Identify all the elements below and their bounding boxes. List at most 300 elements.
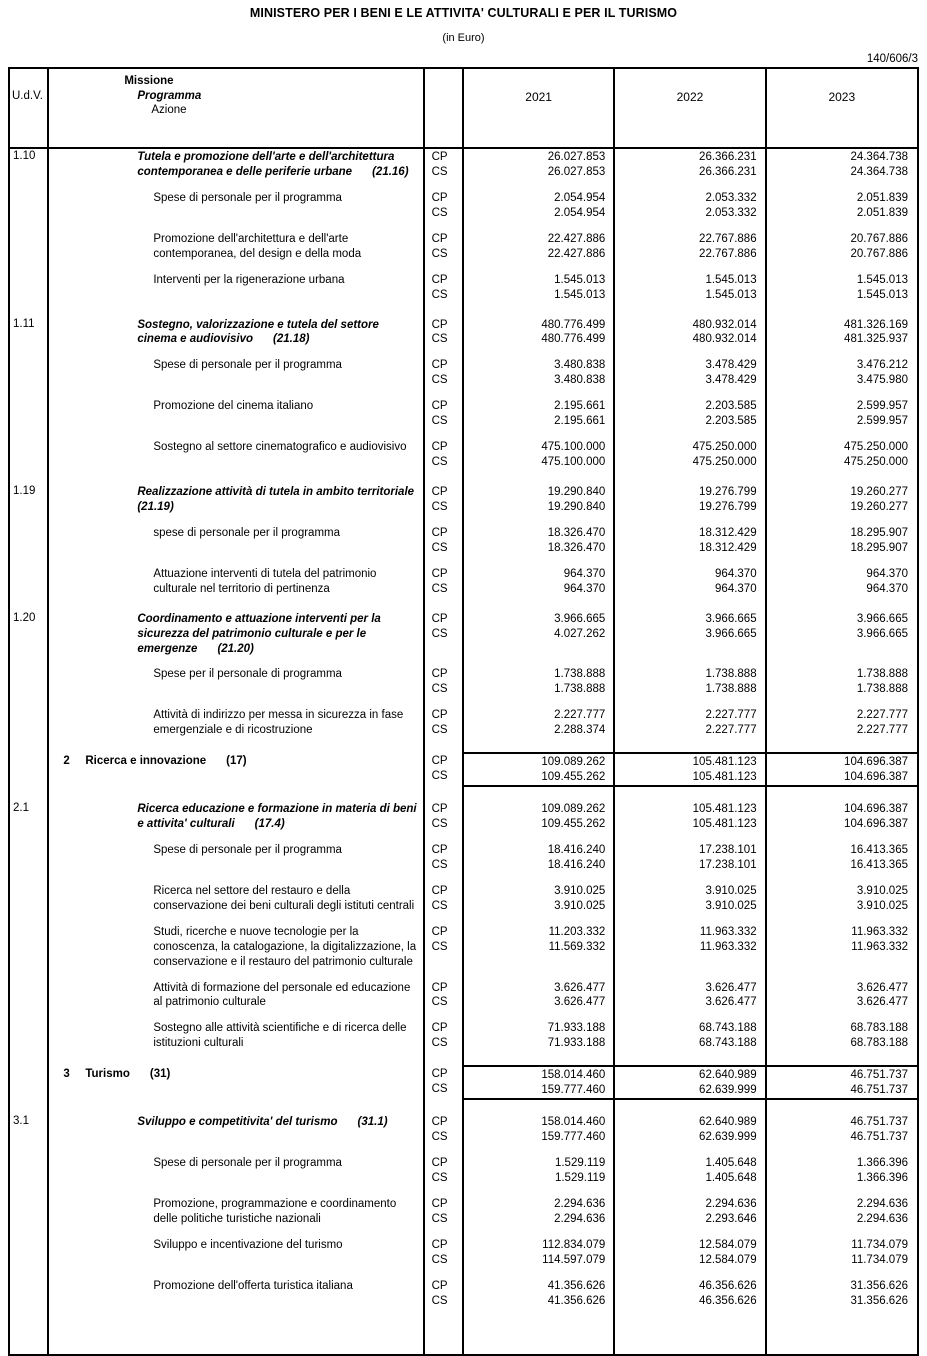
value-cp: 3.966.665 xyxy=(705,612,757,625)
value-cs: 19.276.799 xyxy=(699,500,757,513)
value-cell-2021 xyxy=(463,148,614,180)
spacer-cell xyxy=(48,832,423,842)
program-code: (17) xyxy=(226,755,247,768)
value-cell-2022 xyxy=(614,1237,765,1268)
table-row xyxy=(10,317,917,348)
program-code: (21.16) xyxy=(372,165,409,178)
type-label-cp: CP xyxy=(431,709,448,722)
row-label-cell xyxy=(48,484,423,515)
table-row xyxy=(10,190,917,221)
type-labels xyxy=(424,1114,463,1145)
type-label-cp: CP xyxy=(431,273,448,286)
type-label-cs: CS xyxy=(431,415,448,428)
value-cs: 1.738.888 xyxy=(856,683,908,696)
value-cs: 31.356.626 xyxy=(850,1294,908,1307)
spacer-cell xyxy=(424,738,463,753)
row-spacer xyxy=(10,832,917,842)
spacer-cell xyxy=(463,597,614,611)
value-cs: 1.545.013 xyxy=(554,288,606,301)
row-spacer xyxy=(10,1010,917,1020)
value-cs: 2.599.957 xyxy=(856,415,908,428)
value-cp: 1.405.648 xyxy=(705,1157,757,1169)
row-spacer xyxy=(10,556,917,566)
row-label-cell xyxy=(48,148,423,180)
udv-code xyxy=(10,1196,48,1227)
spacer-cell xyxy=(614,597,765,611)
value-cp: 1.545.013 xyxy=(705,273,757,286)
row-label: Promozione, programmazione e coordinamento delle politiche turistiche nazionali xyxy=(153,1197,397,1225)
value-cp: 3.910.025 xyxy=(554,884,606,897)
type-labels xyxy=(424,801,463,832)
spacer-cell xyxy=(48,1145,423,1155)
value-cs: 11.963.332 xyxy=(851,940,908,953)
spacer-cell xyxy=(614,470,765,484)
value-cs: 26.027.853 xyxy=(547,165,606,178)
spacer-cell xyxy=(48,873,423,883)
type-label-cp: CP xyxy=(431,526,448,539)
type-label-cs: CS xyxy=(431,1171,448,1184)
table-row xyxy=(10,1066,917,1099)
type-label-cs: CS xyxy=(431,899,448,912)
header-missione-label: Missione xyxy=(124,75,174,87)
row-label: Spese di personale per il programma xyxy=(153,843,342,856)
value-cs: 114.597.079 xyxy=(542,1253,606,1266)
value-cp: 964.370 xyxy=(715,567,757,580)
value-cell-2021 xyxy=(463,611,614,657)
value-cell-2022 xyxy=(614,980,765,1011)
value-cp: 16.413.365 xyxy=(850,843,908,856)
spacer-cell xyxy=(48,1186,423,1196)
spacer-cell xyxy=(463,221,614,231)
value-cell-2023 xyxy=(766,1020,917,1051)
value-cs: 3.910.025 xyxy=(554,899,606,912)
spacer-cell xyxy=(424,556,463,566)
row-spacer xyxy=(10,515,917,525)
type-label-cp: CP xyxy=(431,612,448,625)
row-spacer xyxy=(10,429,917,439)
value-cell-2022 xyxy=(614,1066,765,1099)
value-cell-2021 xyxy=(463,231,614,262)
value-cp: 481.326.169 xyxy=(844,318,908,331)
udv-code xyxy=(10,566,48,597)
spacer-cell xyxy=(766,470,917,484)
spacer-cell xyxy=(766,832,917,842)
type-labels xyxy=(424,148,463,180)
program-code: (31.1) xyxy=(357,1116,388,1129)
value-cell-2021 xyxy=(463,883,614,914)
spacer-cell xyxy=(766,1099,917,1114)
value-cell-2023 xyxy=(766,398,917,429)
type-label-cs: CS xyxy=(431,288,448,301)
udv-code: 2.1 xyxy=(10,801,48,832)
spacer-cell xyxy=(766,656,917,666)
spacer-cell xyxy=(614,303,765,317)
spacer-cell xyxy=(424,832,463,842)
row-spacer xyxy=(10,914,917,924)
spacer-cell xyxy=(463,262,614,272)
value-cp: 3.478.429 xyxy=(705,359,757,372)
value-cp: 2.294.636 xyxy=(554,1197,606,1210)
value-cell-2023 xyxy=(766,439,917,470)
row-spacer xyxy=(10,597,917,611)
value-cs: 12.584.079 xyxy=(699,1253,757,1266)
spacer-cell xyxy=(10,556,48,566)
udv-code xyxy=(10,1278,48,1309)
value-cp: 68.743.188 xyxy=(699,1022,757,1035)
spacer-cell xyxy=(48,1268,423,1278)
spacer-cell xyxy=(48,597,423,611)
value-cp: 17.238.101 xyxy=(699,843,757,856)
column-header-year-2021: 2021 xyxy=(463,69,614,148)
value-cell-2023 xyxy=(766,611,917,657)
row-spacer xyxy=(10,738,917,753)
table-row xyxy=(10,707,917,738)
value-cp: 475.250.000 xyxy=(844,441,908,454)
program-code: (21.20) xyxy=(217,642,254,655)
type-labels xyxy=(424,1155,463,1186)
value-cp: 19.290.840 xyxy=(547,486,606,498)
spacer-cell xyxy=(463,656,614,666)
spacer-cell xyxy=(424,873,463,883)
value-cp: 26.366.231 xyxy=(699,151,757,163)
value-cp: 18.295.907 xyxy=(850,526,908,539)
value-cs: 18.326.470 xyxy=(547,541,606,554)
value-cs: 3.626.477 xyxy=(705,996,757,1009)
value-cell-2022 xyxy=(614,707,765,738)
value-cp: 1.545.013 xyxy=(554,273,606,286)
spacer-cell xyxy=(10,597,48,611)
value-cell-2022 xyxy=(614,148,765,180)
value-cs: 3.910.025 xyxy=(705,899,757,912)
type-label-cp: CP xyxy=(431,1068,448,1081)
udv-code xyxy=(10,190,48,221)
spacer-cell xyxy=(463,1186,614,1196)
value-cell-2023 xyxy=(766,1066,917,1099)
type-labels xyxy=(424,611,463,657)
value-cp: 3.910.025 xyxy=(856,884,908,897)
value-cell-2021 xyxy=(463,924,614,970)
udv-code: 1.10 xyxy=(10,148,48,180)
value-cp: 3.910.025 xyxy=(705,884,757,897)
value-cs: 3.966.665 xyxy=(856,627,908,640)
row-spacer xyxy=(10,1227,917,1237)
type-label-cp: CP xyxy=(431,151,448,163)
header-programma-label: Programma xyxy=(137,89,202,102)
value-cs: 1.545.013 xyxy=(705,288,757,301)
type-label-cs: CS xyxy=(431,724,448,737)
type-label-cs: CS xyxy=(431,818,448,830)
value-cell-2023 xyxy=(766,1196,917,1227)
value-cell-2023 xyxy=(766,666,917,697)
value-cs: 22.767.886 xyxy=(699,247,757,260)
spacer-cell xyxy=(614,429,765,439)
value-cp: 11.963.332 xyxy=(699,925,757,938)
table-row xyxy=(10,439,917,470)
spacer-cell xyxy=(424,429,463,439)
tail-cell xyxy=(424,1309,463,1354)
value-cell-2022 xyxy=(614,272,765,303)
spacer-cell xyxy=(614,1227,765,1237)
spacer-cell xyxy=(766,262,917,272)
spacer-cell xyxy=(614,1186,765,1196)
value-cs: 11.734.079 xyxy=(851,1253,908,1266)
row-label: Coordinamento e attuazione interventi per la sicurezza del patrimonio culturale e per le emergenze (21.20) xyxy=(137,612,381,655)
spacer-cell xyxy=(48,786,423,801)
value-cs: 68.743.188 xyxy=(699,1037,757,1050)
table-row xyxy=(10,883,917,914)
spacer-cell xyxy=(766,786,917,801)
value-cs: 46.751.737 xyxy=(850,1084,908,1097)
value-cs: 475.250.000 xyxy=(844,456,908,469)
value-cell-2023 xyxy=(766,1278,917,1309)
value-cp: 46.751.737 xyxy=(850,1116,908,1129)
spacer-cell xyxy=(463,556,614,566)
spacer-cell xyxy=(766,873,917,883)
type-label-cs: CS xyxy=(431,541,448,554)
value-cell-2022 xyxy=(614,842,765,873)
spacer-cell xyxy=(614,556,765,566)
row-spacer xyxy=(10,1145,917,1155)
value-cs: 18.295.907 xyxy=(850,541,908,554)
value-cs: 68.783.188 xyxy=(850,1037,908,1050)
spacer-cell xyxy=(614,697,765,707)
type-label-cp: CP xyxy=(431,318,448,331)
spacer-cell xyxy=(614,914,765,924)
row-label-cell xyxy=(48,1066,423,1099)
tail-cell xyxy=(10,1309,48,1354)
type-label-cp: CP xyxy=(431,1022,448,1035)
value-cell-2022 xyxy=(614,883,765,914)
value-cell-2022 xyxy=(614,317,765,348)
value-cs: 2.053.332 xyxy=(705,206,757,219)
value-cell-2023 xyxy=(766,1114,917,1145)
page-title: MINISTERO PER I BENI E LE ATTIVITA' CULTURALI E PER IL TURISMO xyxy=(249,6,678,20)
row-label-cell xyxy=(48,842,423,873)
value-cp: 46.356.626 xyxy=(699,1279,757,1292)
spacer-cell xyxy=(424,1268,463,1278)
type-label-cs: CS xyxy=(431,1212,448,1225)
udv-code xyxy=(10,883,48,914)
tail-cell xyxy=(614,1309,765,1354)
spacer-cell xyxy=(614,786,765,801)
value-cp: 158.014.460 xyxy=(541,1116,606,1129)
tail-cell xyxy=(463,1309,614,1354)
value-cs: 159.777.460 xyxy=(541,1131,606,1144)
spacer-cell xyxy=(614,388,765,398)
value-cs: 22.427.886 xyxy=(547,247,606,260)
value-cell-2022 xyxy=(614,190,765,221)
spacer-cell xyxy=(463,970,614,980)
row-spacer xyxy=(10,221,917,231)
value-cs: 104.696.387 xyxy=(844,771,908,784)
column-header-udv: U.d.V. xyxy=(10,69,48,148)
column-header-year-2022: 2022 xyxy=(614,69,765,148)
spacer-cell xyxy=(48,738,423,753)
spacer-cell xyxy=(463,470,614,484)
spacer-cell xyxy=(424,1227,463,1237)
spacer-cell xyxy=(614,347,765,357)
value-cell-2021 xyxy=(463,1278,614,1309)
row-spacer xyxy=(10,786,917,801)
spacer-cell xyxy=(766,515,917,525)
value-cp: 71.933.188 xyxy=(547,1022,606,1035)
table-row xyxy=(10,924,917,970)
spacer-cell xyxy=(10,470,48,484)
table-row xyxy=(10,484,917,515)
table-row xyxy=(10,566,917,597)
value-cell-2022 xyxy=(614,924,765,970)
spacer-cell xyxy=(766,180,917,190)
row-label: Spese di personale per il programma xyxy=(153,359,342,372)
value-cp: 12.584.079 xyxy=(699,1238,757,1251)
value-cs: 17.238.101 xyxy=(699,858,757,871)
spacer-cell xyxy=(614,1010,765,1020)
spacer-cell xyxy=(424,221,463,231)
value-cell-2021 xyxy=(463,525,614,556)
type-label-cp: CP xyxy=(431,486,448,498)
spacer-cell xyxy=(48,556,423,566)
spacer-cell xyxy=(766,697,917,707)
value-cell-2022 xyxy=(614,439,765,470)
row-spacer xyxy=(10,262,917,272)
type-label-cs: CS xyxy=(431,996,448,1009)
value-cell-2021 xyxy=(463,666,614,697)
row-spacer xyxy=(10,1186,917,1196)
row-spacer xyxy=(10,1051,917,1066)
spacer-cell xyxy=(463,1268,614,1278)
value-cp: 1.738.888 xyxy=(705,668,757,681)
table-row xyxy=(10,980,917,1011)
spacer-cell xyxy=(424,1051,463,1066)
spacer-cell xyxy=(48,697,423,707)
value-cs: 2.294.636 xyxy=(856,1212,908,1225)
type-labels xyxy=(424,980,463,1011)
value-cp: 109.089.262 xyxy=(541,803,606,816)
udv-code xyxy=(10,1237,48,1268)
spacer-cell xyxy=(766,970,917,980)
row-spacer xyxy=(10,970,917,980)
value-cs: 481.325.937 xyxy=(844,333,908,346)
udv-code xyxy=(10,398,48,429)
value-cell-2021 xyxy=(463,190,614,221)
type-labels xyxy=(424,1196,463,1227)
type-labels xyxy=(424,707,463,738)
spacer-cell xyxy=(424,970,463,980)
value-cell-2022 xyxy=(614,1196,765,1227)
row-label: Sostegno alle attività scientifiche e di ricerca delle istituzioni culturali xyxy=(153,1022,407,1050)
row-label: Attuazione interventi di tutela del patrimonio culturale nel territorio di pertinenza xyxy=(153,567,377,595)
value-cell-2022 xyxy=(614,801,765,832)
row-label: Attività di formazione del personale ed educazione al patrimonio culturale xyxy=(153,981,411,1009)
value-cp: 3.476.212 xyxy=(856,359,908,372)
table-row xyxy=(10,272,917,303)
type-labels xyxy=(424,317,463,348)
spacer-cell xyxy=(614,873,765,883)
value-cell-2023 xyxy=(766,231,917,262)
value-cp: 109.089.262 xyxy=(541,756,606,769)
spacer-cell xyxy=(10,221,48,231)
table-row xyxy=(10,1237,917,1268)
spacer-cell xyxy=(48,1099,423,1114)
value-cell-2023 xyxy=(766,924,917,970)
spacer-cell xyxy=(766,1145,917,1155)
column-header-description xyxy=(48,69,423,148)
spacer-cell xyxy=(48,303,423,317)
spacer-cell xyxy=(424,697,463,707)
row-label: Ricerca educazione e formazione in materia di beni e attivita' culturali (17.4) xyxy=(137,803,417,830)
spacer-cell xyxy=(10,1099,48,1114)
row-label-cell xyxy=(48,190,423,221)
spacer-cell xyxy=(48,180,423,190)
spacer-cell xyxy=(463,388,614,398)
spacer-cell xyxy=(10,429,48,439)
type-labels xyxy=(424,357,463,388)
spacer-cell xyxy=(10,1186,48,1196)
value-cell-2021 xyxy=(463,439,614,470)
value-cp: 1.738.888 xyxy=(554,668,606,681)
row-label-cell xyxy=(48,398,423,429)
row-label-cell xyxy=(48,980,423,1011)
value-cs: 3.626.477 xyxy=(856,996,908,1009)
row-label: Tutela e promozione dell'arte e dell'architettura contemporanea e delle periferie urbane (21.16) xyxy=(137,151,409,178)
type-label-cs: CS xyxy=(431,1083,448,1096)
value-cs: 480.932.014 xyxy=(692,333,757,346)
row-spacer xyxy=(10,697,917,707)
value-cs: 62.639.999 xyxy=(699,1084,757,1097)
row-label-cell xyxy=(48,1155,423,1186)
spacer-cell xyxy=(10,303,48,317)
value-cs: 3.910.025 xyxy=(856,899,908,912)
spacer-cell xyxy=(614,656,765,666)
value-cs: 46.751.737 xyxy=(850,1131,908,1144)
value-cp: 475.100.000 xyxy=(541,441,606,454)
table-row xyxy=(10,1196,917,1227)
row-label-cell xyxy=(48,1020,423,1051)
spacer-cell xyxy=(10,738,48,753)
udv-code xyxy=(10,1155,48,1186)
value-cp: 104.696.387 xyxy=(844,803,908,816)
udv-code xyxy=(10,357,48,388)
type-labels xyxy=(424,1237,463,1268)
currency-note: (in Euro) xyxy=(442,32,485,44)
value-cs: 71.933.188 xyxy=(547,1037,606,1050)
type-label-cs: CS xyxy=(431,858,448,871)
value-cs: 480.776.499 xyxy=(541,333,606,346)
spacer-cell xyxy=(10,1268,48,1278)
row-label-cell xyxy=(48,272,423,303)
value-cs: 2.227.777 xyxy=(705,724,757,737)
value-cs: 3.966.665 xyxy=(705,627,757,640)
value-cell-2021 xyxy=(463,1196,614,1227)
value-cs: 104.696.387 xyxy=(844,818,908,830)
value-cp: 105.481.123 xyxy=(692,756,757,769)
spacer-cell xyxy=(48,656,423,666)
type-label-cs: CS xyxy=(431,456,448,469)
mission-number: 3 xyxy=(63,1068,70,1081)
row-label-cell xyxy=(48,801,423,832)
spacer-cell xyxy=(463,914,614,924)
type-label-cs: CS xyxy=(431,582,448,595)
value-cell-2021 xyxy=(463,801,614,832)
table-tail-space xyxy=(10,1309,917,1354)
value-cp: 3.626.477 xyxy=(554,981,606,994)
type-label-cs: CS xyxy=(431,374,448,387)
row-label: Promozione dell'offerta turistica italiana xyxy=(153,1279,353,1292)
spacer-cell xyxy=(614,1099,765,1114)
value-cell-2021 xyxy=(463,317,614,348)
type-labels xyxy=(424,1278,463,1309)
spacer-cell xyxy=(766,347,917,357)
